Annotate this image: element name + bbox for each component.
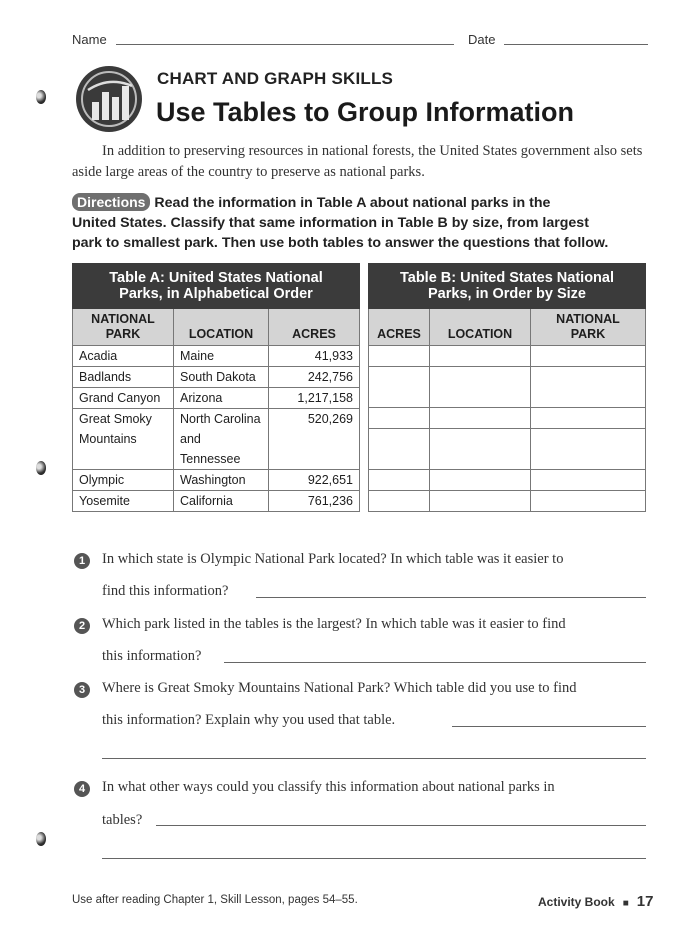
table-row[interactable] [369,346,646,367]
answer-line-4b[interactable] [102,858,646,859]
question-2-line-2: this information? [102,648,202,664]
table-a-col-location: LOCATION [174,309,269,346]
table-row[interactable] [369,367,646,408]
table-b [368,263,646,512]
question-4-line-2: tables? [102,812,143,828]
table-row[interactable] [369,491,646,512]
question-4-number: 4 [74,781,90,797]
table-a [72,263,360,512]
punch-hole-bottom [36,832,46,846]
footer-note: Use after reading Chapter 1, Skill Lesson, pages 54–55. [72,894,358,906]
directions-badge: Directions [72,193,150,211]
table-a-col-park: NATIONAL PARK [73,309,174,346]
answer-line-3b[interactable] [102,758,646,759]
page-title: Use Tables to Group Information [156,97,575,127]
table-row[interactable] [369,470,646,491]
date-line[interactable] [504,44,648,45]
answer-line-2[interactable] [224,662,646,663]
table-row: Acadia Maine 41,933 [73,346,360,367]
table-row: Olympic Washington 922,651 [73,470,360,491]
intro-paragraph: In addition to preserving resources in national forests, the United States government also sets aside large areas of the country to preserve as national parks. [72,143,643,180]
table-row[interactable] [369,408,646,429]
question-1-line-1: In which state is Olympic National Park located? In which table was it easier to [102,551,564,567]
question-1-line-2: find this information? [102,583,229,599]
question-3-line-2: this information? Explain why you used that table. [102,712,396,728]
date-label: Date [468,32,496,47]
table-row: Great Smoky Mountains North Carolina and Tennessee 520,269 [73,409,360,470]
bar-chart-icon [74,64,144,134]
question-4-line-1: In what other ways could you classify this information about national parks in [102,779,555,795]
table-b-col-acres: ACRES [369,309,430,346]
page-number: 17 [636,893,654,910]
directions-line-1: Read the information in Table A about national parks in the [154,195,551,211]
table-row: Badlands South Dakota 242,756 [73,367,360,388]
table-a-title: Table A: United States National Parks, in Alphabetical Order [73,264,360,309]
footer-book: Activity Book ■ 17 [538,893,654,910]
question-3-number: 3 [74,682,90,698]
table-b-col-location: LOCATION [430,309,531,346]
question-3-line-1: Where is Great Smoky Mountains National Park? Which table did you use to find [102,680,577,696]
directions [72,192,672,253]
answer-line-1[interactable] [256,597,646,598]
answer-line-3a[interactable] [452,726,646,727]
name-label: Name [72,32,107,47]
question-1-number: 1 [74,553,90,569]
table-row: Yosemite California 761,236 [73,491,360,512]
punch-hole-top [36,90,46,104]
section-label: CHART AND GRAPH SKILLS [157,69,394,88]
directions-line-3: park to smallest park. Then use both tables to answer the questions that follow. [72,235,609,251]
table-b-col-park: NATIONAL PARK [531,309,646,346]
punch-hole-middle [36,461,46,475]
table-row[interactable] [369,429,646,470]
table-row: Grand Canyon Arizona 1,217,158 [73,388,360,409]
table-a-col-acres: ACRES [269,309,360,346]
directions-line-2: United States. Classify that same information in Table B by size, from largest [72,215,589,231]
answer-line-4a[interactable] [156,825,646,826]
table-b-title: Table B: United States National Parks, in Order by Size [369,264,646,309]
question-2-line-1: Which park listed in the tables is the largest? In which table was it easier to find [102,616,566,632]
question-2-number: 2 [74,618,90,634]
name-line[interactable] [116,44,454,45]
